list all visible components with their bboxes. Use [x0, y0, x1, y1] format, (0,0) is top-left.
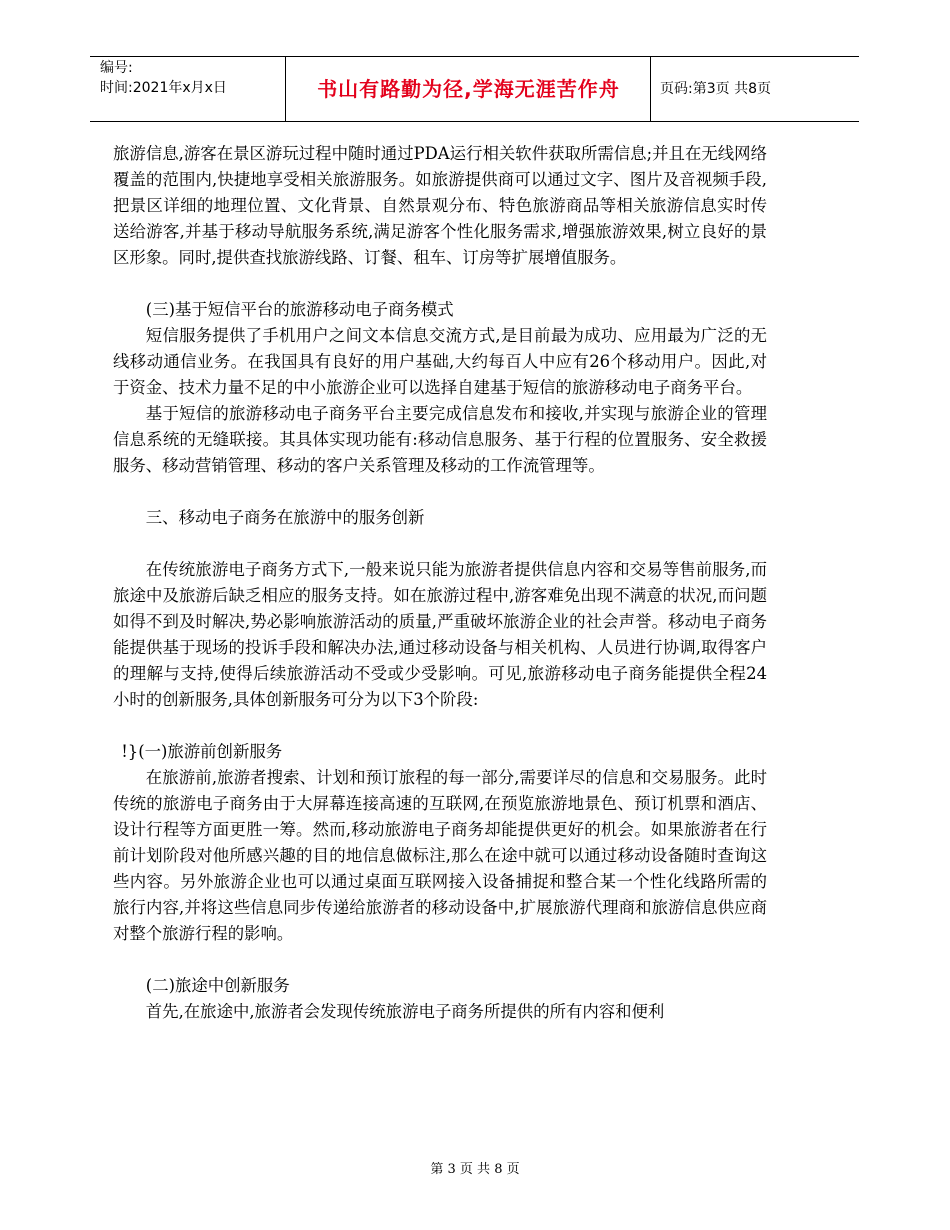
paragraph-in-travel: 首先,在旅途中,旅游者会发现传统旅游电子商务所提供的所有内容和便利: [145, 1002, 665, 1021]
header-rule-bottom: [90, 121, 859, 122]
spacer: [113, 713, 767, 739]
spacer: [113, 947, 767, 973]
section-heading-innovation: 三、移动电子商务在旅游中的服务创新: [145, 508, 425, 527]
paragraph-sms-platform: 基于短信的旅游移动电子商务平台主要完成信息发布和接收,并实现与旅游企业的管理信息系统的无缝联接。其具体实现功能有:移动信息服务、基于行程的位置服务、安全救援服务、移动营销管理、移动的客户关系管理及移动的工作流管理等。: [113, 404, 767, 475]
spacer: [113, 479, 767, 505]
page-footer: 第 3 页 共 8 页: [430, 1162, 520, 1177]
paragraph-innovation-overview: 在传统旅游电子商务方式下,一般来说只能为旅游者提供信息内容和交易等售前服务,而旅途中及旅游后缺乏相应的服务支持。如在旅游过程中,游客难免出现不满意的状况,而问题如得不到及时解决,势必影响旅游活动的质量,严重破坏旅游企业的社会声誉。移动电子商务能提供基于现场的投诉手段和解决办法,通过移动设备与相关机构、人员进行协调,取得客户的理解与支持,使得后续旅游活动不受或少受影响。可见,旅游移动电子商务能提供全程24小时的创新服务,具体创新服务可分为以下3个阶段:: [113, 560, 767, 709]
doc-number-label: 编号:: [100, 60, 133, 76]
spacer: [113, 271, 767, 297]
subheading-pre-travel: !}(一)旅游前创新服务: [121, 742, 283, 761]
header-page-info: 页码:第3页 共8页: [660, 81, 771, 97]
spacer: [113, 531, 767, 557]
paragraph-intro-continued: 旅游信息,游客在景区游玩过程中随时通过PDA运行相关软件获取所需信息;并且在无线网络覆盖的范围内,快捷地享受相关旅游服务。如旅游提供商可以通过文字、图片及音视频手段,把景区详细的地理位置、文化背景、自然景观分布、特色旅游商品等相关旅游信息实时传送给游客,并基于移动导航服务系统,满足游客个性化服务需求,增强旅游效果,树立良好的景区形象。同时,提供查找旅游线路、订餐、租车、订房等扩展增值服务。: [113, 144, 767, 267]
header-meta: [100, 58, 227, 98]
header-rule-top: [90, 56, 859, 57]
header-divider-left: [285, 56, 286, 122]
section-heading-sms-mode: (三)基于短信平台的旅游移动电子商务模式: [145, 300, 454, 319]
subheading-in-travel: (二)旅途中创新服务: [145, 976, 290, 995]
document-body: [113, 141, 767, 1025]
paragraph-pre-travel: 在旅游前,旅游者搜索、计划和预订旅程的每一部分,需要详尽的信息和交易服务。此时传统的旅游电子商务由于大屏幕连接高速的互联网,在预览旅游地景色、预订机票和酒店、设计行程等方面更胜一筹。然而,移动旅游电子商务却能提供更好的机会。如果旅游者在行前计划阶段对他所感兴趣的目的地信息做标注,那么在途中就可以通过移动设备随时查询这些内容。另外旅游企业也可以通过桌面互联网接入设备捕捉和整合某一个性化线路所需的旅行内容,并将这些信息同步传递给旅游者的移动设备中,扩展旅游代理商和旅游信息供应商对整个旅游行程的影响。: [113, 768, 767, 943]
header-divider-right: [650, 56, 651, 122]
paragraph-sms-service: 短信服务提供了手机用户之间文本信息交流方式,是目前最为成功、应用最为广泛的无线移动通信业务。在我国具有良好的用户基础,大约每百人中应有26个移动用户。因此,对于资金、技术力量不足的中小旅游企业可以选择自建基于短信的旅游移动电子商务平台。: [113, 326, 767, 397]
header-motto: 书山有路勤为径,学海无涯苦作舟: [317, 77, 620, 101]
doc-time-label: 时间:2021年x月x日: [100, 80, 227, 96]
